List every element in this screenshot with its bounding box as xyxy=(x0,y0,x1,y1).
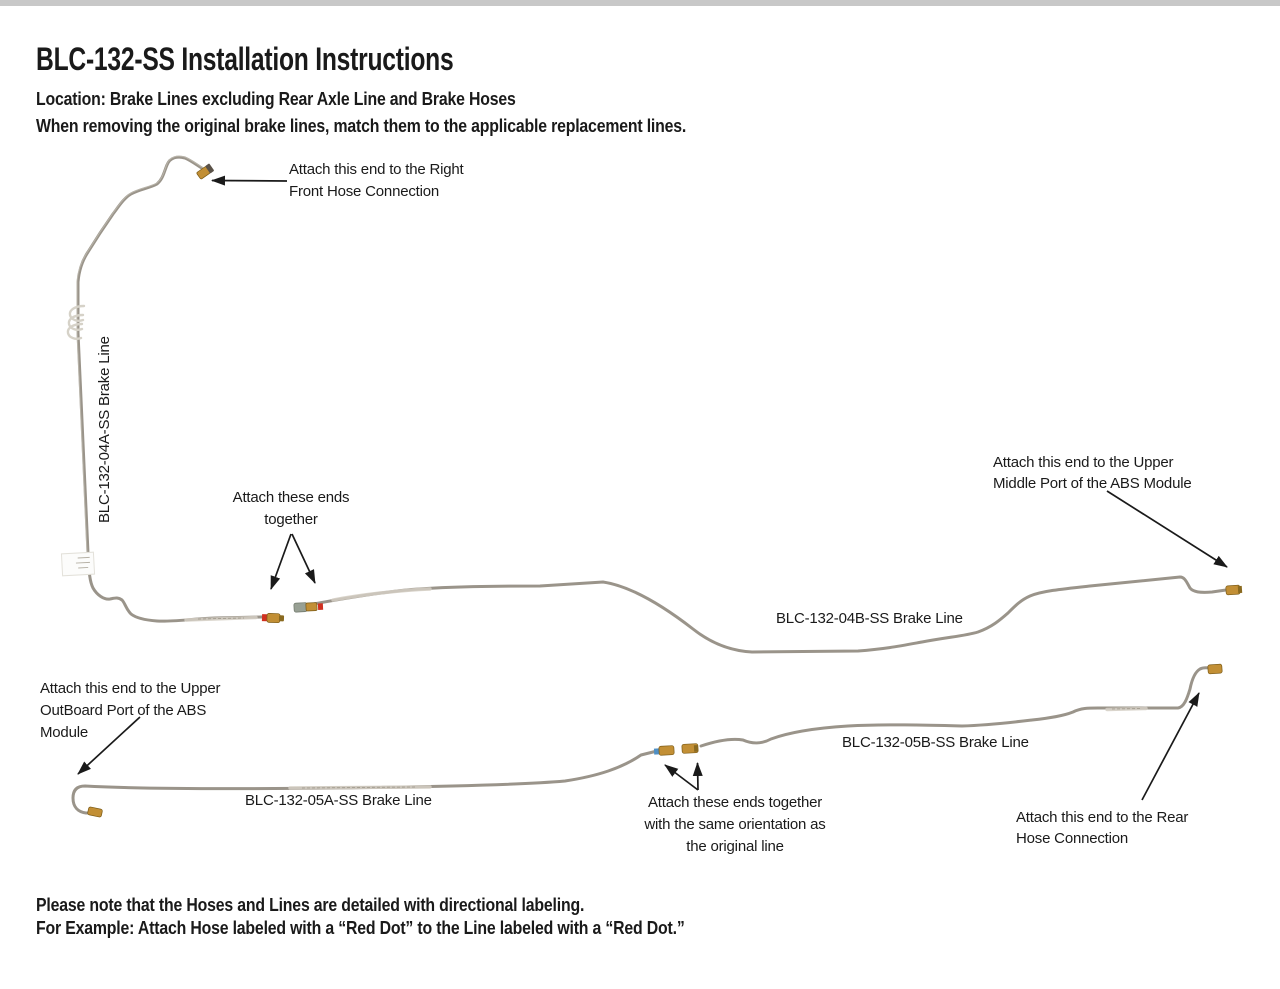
arrow-right-front-hose xyxy=(212,181,287,182)
annotation-rear-hose xyxy=(1016,807,1188,849)
annotation-line: with the same orientation as xyxy=(644,816,826,833)
arrow-abs-upper-middle xyxy=(1107,491,1227,567)
annotation-ends-together-lower xyxy=(626,792,844,858)
fitting-04b-abs-end xyxy=(1226,585,1243,595)
annotation-line: together xyxy=(264,511,318,528)
label-brake-line-04b: BLC-132-04B-SS Brake Line xyxy=(776,610,963,627)
annotation-line: Attach these ends together xyxy=(647,794,823,811)
annotation-line: Front Hose Connection xyxy=(289,183,440,200)
fitting-05a-abs-end xyxy=(87,807,102,818)
fitting-05b-rear-end xyxy=(1208,664,1223,674)
annotation-abs-upper-middle xyxy=(993,452,1191,494)
annotation-line: Middle Port of the ABS Module xyxy=(993,475,1192,492)
location-line: Location: Brake Lines excluding Rear Axle Line and Brake Hoses xyxy=(36,89,516,109)
annotation-line: Hose Connection xyxy=(1016,830,1129,847)
arrow-ends-lower-left xyxy=(665,765,698,790)
arrow-ends-upper-right xyxy=(292,534,315,583)
coil-wrap-04a xyxy=(68,306,84,339)
annotation-line: Attach this end to the Upper xyxy=(993,454,1174,471)
annotation-line: Attach these ends xyxy=(232,489,350,506)
arrow-ends-lower-right xyxy=(698,763,699,790)
annotation-ends-together-upper xyxy=(224,487,358,531)
arrow-ends-upper-left xyxy=(271,534,291,589)
annotation-line: OutBoard Port of the ABS xyxy=(40,702,207,719)
brake-line-04b xyxy=(297,577,1226,652)
label-brake-line-04a: BLC-132-04A-SS Brake Line xyxy=(96,336,113,523)
annotation-line: Module xyxy=(40,724,88,741)
fitting-05b-union-end xyxy=(682,744,698,754)
label-brake-line-05b: BLC-132-05B-SS Brake Line xyxy=(842,734,1029,751)
label-brake-line-05a: BLC-132-05A-SS Brake Line xyxy=(245,792,432,809)
footer-note-example: For Example: Attach Hose labeled with a “Red Dot” to the Line labeled with a “Red Dot.” xyxy=(36,918,685,938)
page-title: BLC-132-SS Installation Instructions xyxy=(36,41,454,77)
annotation-line: the original line xyxy=(686,838,784,855)
annotation-line: Attach this end to the Upper xyxy=(40,680,221,697)
annotation-line: Attach this end to the Rear xyxy=(1016,809,1189,826)
annotation-abs-upper-outboard xyxy=(40,678,220,744)
fitting-05a-union-end xyxy=(654,746,674,756)
part-tag-04a xyxy=(61,552,94,576)
fitting-04a-union-end xyxy=(262,613,284,623)
footer-note-directional: Please note that the Hoses and Lines are detailed with directional labeling. xyxy=(36,895,585,915)
annotation-right-front-hose xyxy=(289,159,464,203)
removal-note-line: When removing the original brake lines, match them to the applicable replacement lines. xyxy=(36,116,687,136)
annotation-line: Attach this end to the Right xyxy=(289,161,464,178)
